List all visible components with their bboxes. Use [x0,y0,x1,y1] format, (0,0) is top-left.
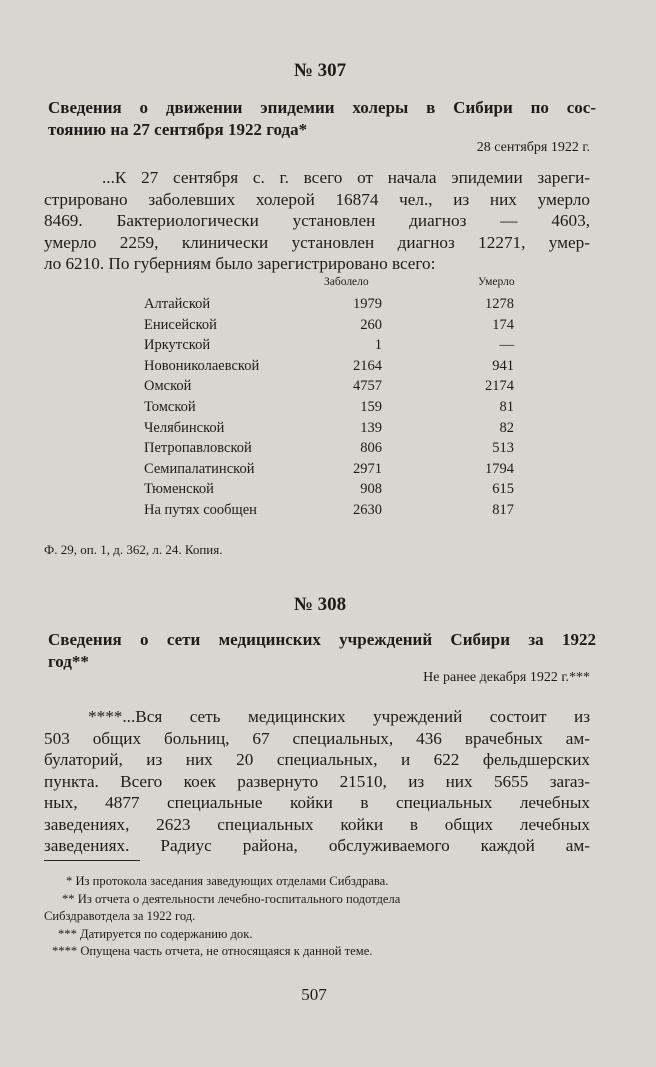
sick-count: 2630 [353,502,382,518]
table-row [140,461,540,481]
doc-308-number: № 308 [293,594,347,615]
sick-count: 2164 [353,357,382,374]
table-row [140,502,540,522]
body-line: заведениях. Радиус района, обслуживаемого каждой ам- [44,836,590,855]
body-line: ****...Вся сеть медицинских учреждений состоит из [88,707,590,726]
region-name: Челябинской [144,419,225,436]
sick-count: 159 [360,399,382,415]
footnote: Сибздравотдела за 1922 год. [44,909,196,923]
region-name: Омской [144,378,192,395]
died-count: 81 [499,399,514,415]
body-line: стрировано заболевших холерой 16874 чел., из них умерло [44,189,590,209]
region-name: На путях сообщен [144,502,257,518]
doc-308-title-line: год** [48,652,89,671]
died-count: 174 [492,316,514,333]
table-header-died: Умерло [478,276,515,288]
sick-count: 806 [360,440,382,457]
body-line: ...К 27 сентября с. г. всего от начала эпидемии зареги- [102,168,590,187]
table-row [140,440,540,460]
body-line: ных, 4877 специальные койки в специальных лечебных [44,793,590,812]
died-count: — [499,337,514,354]
body-line: пункта. Всего коек развернуто 21510, из них 5655 заraз- [44,771,590,791]
died-count: 82 [499,419,514,436]
died-count: 941 [492,357,514,374]
region-name: Томской [144,399,196,415]
died-count: 513 [492,440,514,457]
doc-308-date: Не ранее декабря 1922 г.*** [423,670,590,685]
table-row [140,378,540,398]
region-name: Иркутской [144,337,211,354]
body-line: умерло 2259, клинически установлен диагноз 12271, умер- [44,232,590,252]
region-name: Петропавловской [144,440,252,457]
region-name: Семипалатинской [144,460,255,477]
sick-count: 139 [360,419,382,436]
doc-307-title [48,97,596,141]
table-header-sick: Заболело [324,276,369,288]
table-row [140,337,540,357]
body-line: ло 6210. По губерниям было зарегистрировано всего: [44,254,436,273]
body-line: 503 общих больниц, 67 специальных, 436 врачебных ам- [44,728,590,748]
table-row [140,358,540,378]
doc-308-title-line: Сведения о сети медицинских учреждений Сибири за 1922 [48,630,596,649]
table-row [140,296,540,316]
doc-308-body [44,706,590,857]
body-line: булаторий, из них 20 специальных, и 622 фельдшерских [44,750,590,769]
footnote: *** Датируется по содержанию док. [58,926,253,941]
region-name: Новониколаевской [144,357,260,374]
table-row [140,420,540,440]
died-count: 817 [492,502,514,518]
died-count: 1794 [485,460,514,477]
doc-307-number: № 307 [293,60,347,81]
sick-count: 1 [374,337,382,354]
sick-count: 2971 [353,460,382,477]
doc-308-title [48,629,596,673]
table-row [140,317,540,337]
footnote: * Из протокола заседания заведующих отделами Сибздрава. [66,874,389,888]
sick-count: 260 [360,316,382,333]
table-row [140,399,540,419]
doc-307-body [44,167,590,275]
doc-307-title-line: тоянию на 27 сентября 1922 года* [48,120,308,139]
died-count: 615 [492,481,514,498]
sick-count: 1979 [353,296,382,312]
died-count: 1278 [485,296,514,312]
sick-count: 908 [360,481,382,498]
footnote: ** Из отчета о деятельности лечебно-госпитального подотдела [62,891,401,906]
region-name: Тюменской [144,481,214,498]
region-name: Алтайской [144,296,211,312]
doc-307-date: 28 сентября 1922 г. [476,140,590,155]
page-number: 507 [301,985,327,1004]
died-count: 2174 [485,378,514,395]
sick-count: 4757 [353,378,382,395]
footnote-divider [44,860,140,861]
body-line: 8469. Бактериологически установлен диагноз — 4603, [44,211,590,230]
footnotes [44,873,590,961]
footnote: **** Опущена часть отчета, не относящаяся к данной теме. [52,944,373,958]
doc-307-source: Ф. 29, оп. 1, д. 362, л. 24. Копия. [44,542,223,557]
table-row [140,481,540,501]
region-name: Енисейской [144,316,217,333]
body-line: заведениях, 2623 специальных койки в общих лечебных [44,814,590,834]
doc-307-title-line: Сведения о движении эпидемии холеры в Сибири по сос- [48,98,596,117]
